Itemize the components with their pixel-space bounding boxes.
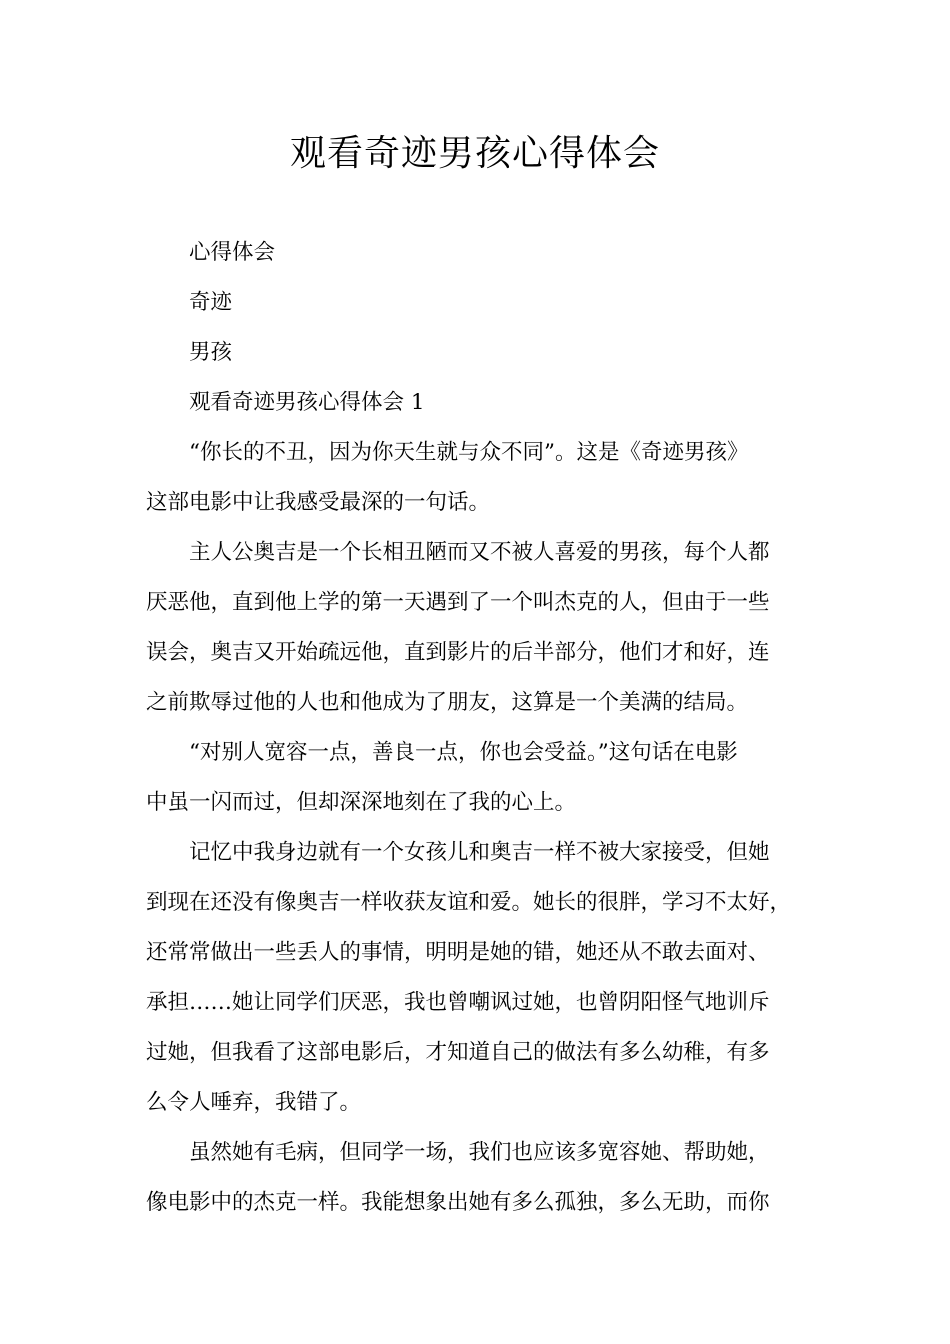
- keyword-line: 奇迹: [189, 290, 233, 315]
- paragraph: 虽然她有毛病，但同学一场，我们也应该多宽容她、帮助她， 像电影中的杰克一样。我能想象出她有多么孤独，多么无助，而你: [146, 1140, 770, 1215]
- keyword-line: 男孩: [189, 340, 233, 365]
- document-title: 观看奇迹男孩心得体会: [289, 133, 660, 174]
- section-heading: 观看奇迹男孩心得体会 1: [189, 390, 425, 415]
- document-body: [146, 228, 822, 1228]
- paragraph: 主人公奥吉是一个长相丑陋而又不被人喜爱的男孩，每个人都 厌恶他，直到他上学的第一天遇到了一个叫杰克的人，但由于一些 误会，奥吉又开始疏远他，直到影片的后半部分，他们才和好，连 之前欺辱过他的人也和他成为了朋友，这算是一个美满的结局。: [146, 540, 770, 715]
- keyword-line: 心得体会: [189, 240, 276, 265]
- paragraph: “你长的不丑，因为你天生就与众不同”。这是《奇迹男孩》 这部电影中让我感受最深的一句话。: [146, 440, 749, 515]
- paragraph: 记忆中我身边就有一个女孩儿和奥吉一样不被大家接受，但她 到现在还没有像奥吉一样收获友谊和爱。她长的很胖，学习不太好， 还常常做出一些丢人的事情，明明是她的错，她还从不敢去面对、 承担……她让同学们厌恶，我也曾嘲讽过她，也曾阴阳怪气地训斥 过她，但我看了这部电影后，才知道自己的做法有多么幼稚，有多 么令人唾弃，我错了。: [146, 840, 792, 1115]
- paragraph: “对别人宽容一点，善良一点，你也会受益。”这句话在电影 中虽一闪而过，但却深深地刻在了我的心上。: [146, 740, 738, 815]
